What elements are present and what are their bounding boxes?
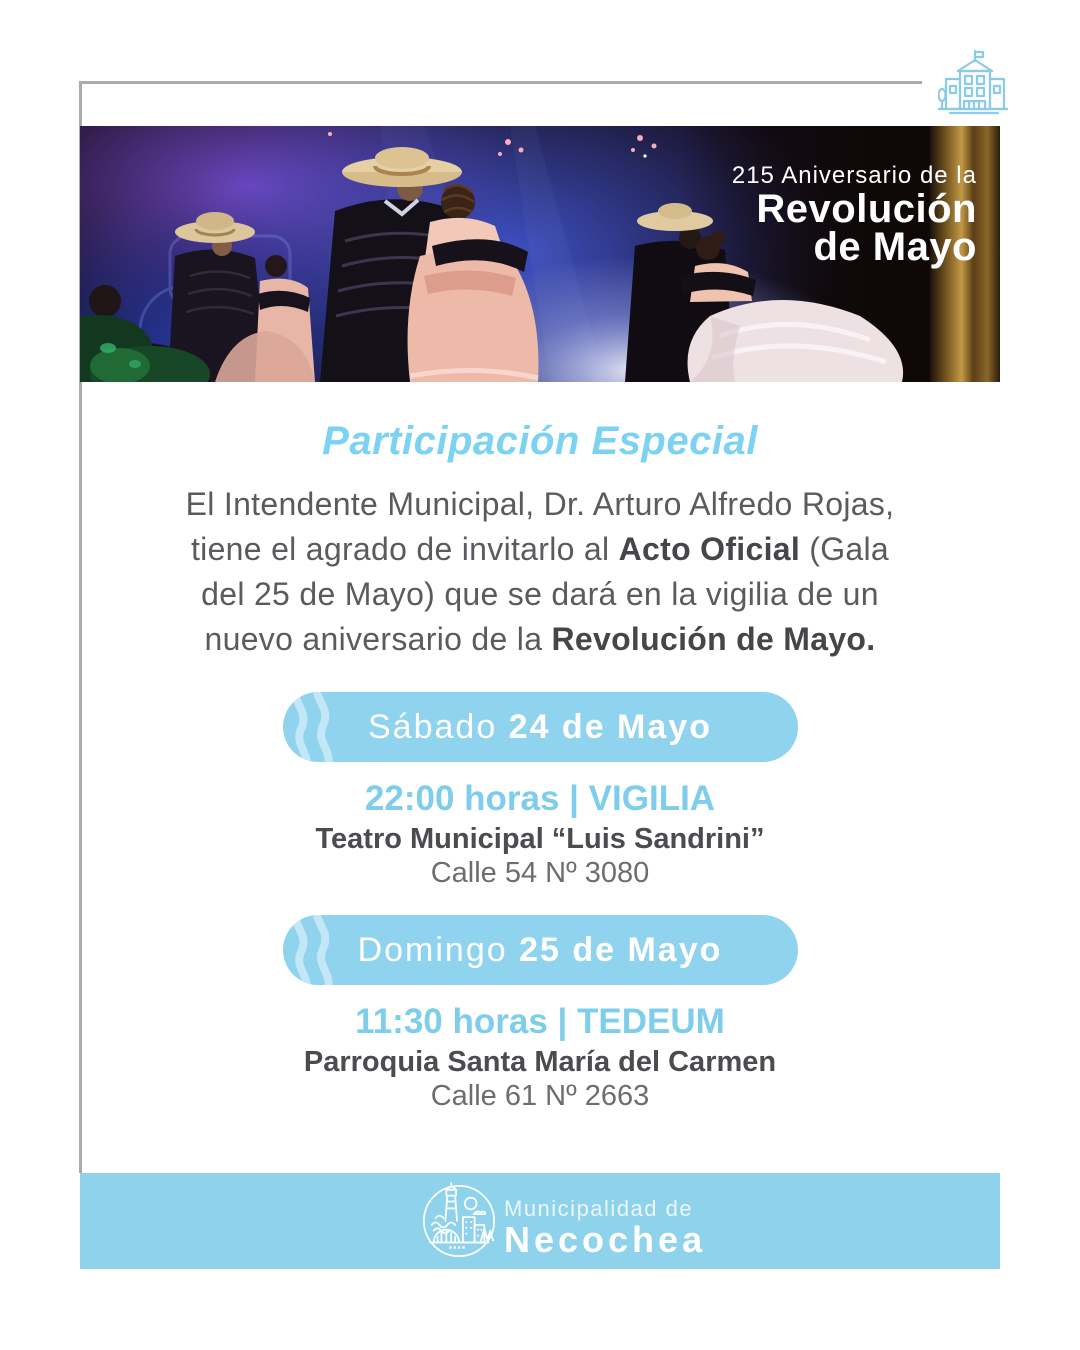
day-pill-sunday <box>283 915 798 985</box>
body-line: tiene el agrado de invitarlo al Acto Oficial (Gala <box>190 531 890 567</box>
event-block-tedeum <box>80 915 1000 1112</box>
event-time-activity: 11:30 horas | TEDEUM <box>355 1002 725 1041</box>
event-address: Calle 54 Nº 3080 <box>430 857 650 889</box>
day-pill-saturday <box>283 692 798 762</box>
event-block-vigilia <box>80 692 1000 889</box>
footer-org-line2: Necochea <box>504 1219 707 1260</box>
body-line: nuevo aniversario de la Revolución de Mayo. <box>204 621 876 657</box>
hero-title-line2: de Mayo <box>813 225 977 269</box>
wave-decoration-icon <box>287 692 357 762</box>
event-venue: Parroquia Santa María del Carmen <box>303 1046 777 1078</box>
page-title: Participación Especial <box>322 419 758 463</box>
hero-banner <box>80 126 1000 382</box>
day-pill-label: Sábado 24 de Mayo <box>368 708 712 746</box>
body-line: El Intendente Municipal, Dr. Arturo Alfredo Rojas, <box>185 486 895 522</box>
hero-title-line1: Revolución <box>756 187 977 231</box>
day-pill-label: Domingo 25 de Mayo <box>357 931 723 969</box>
event-time-activity: 22:00 horas | VIGILIA <box>364 779 716 818</box>
hero-heading <box>731 162 977 269</box>
footer-org-name <box>504 1197 706 1259</box>
footer-org-line1: Municipalidad de <box>504 1196 694 1221</box>
invitation-body <box>120 482 960 662</box>
anniversary-kicker: 215 Aniversario de la <box>731 162 977 189</box>
municipal-building-icon <box>938 48 1008 118</box>
body-line: del 25 de Mayo) que se dará en la vigilia de un <box>201 576 879 612</box>
event-address: Calle 61 Nº 2663 <box>430 1080 650 1112</box>
wave-decoration-icon <box>287 915 357 985</box>
event-venue: Teatro Municipal “Luis Sandrini” <box>315 823 765 855</box>
footer-bar <box>80 1173 1000 1269</box>
necochea-seal-logo <box>420 1182 498 1260</box>
frame-top-rule <box>79 81 922 84</box>
